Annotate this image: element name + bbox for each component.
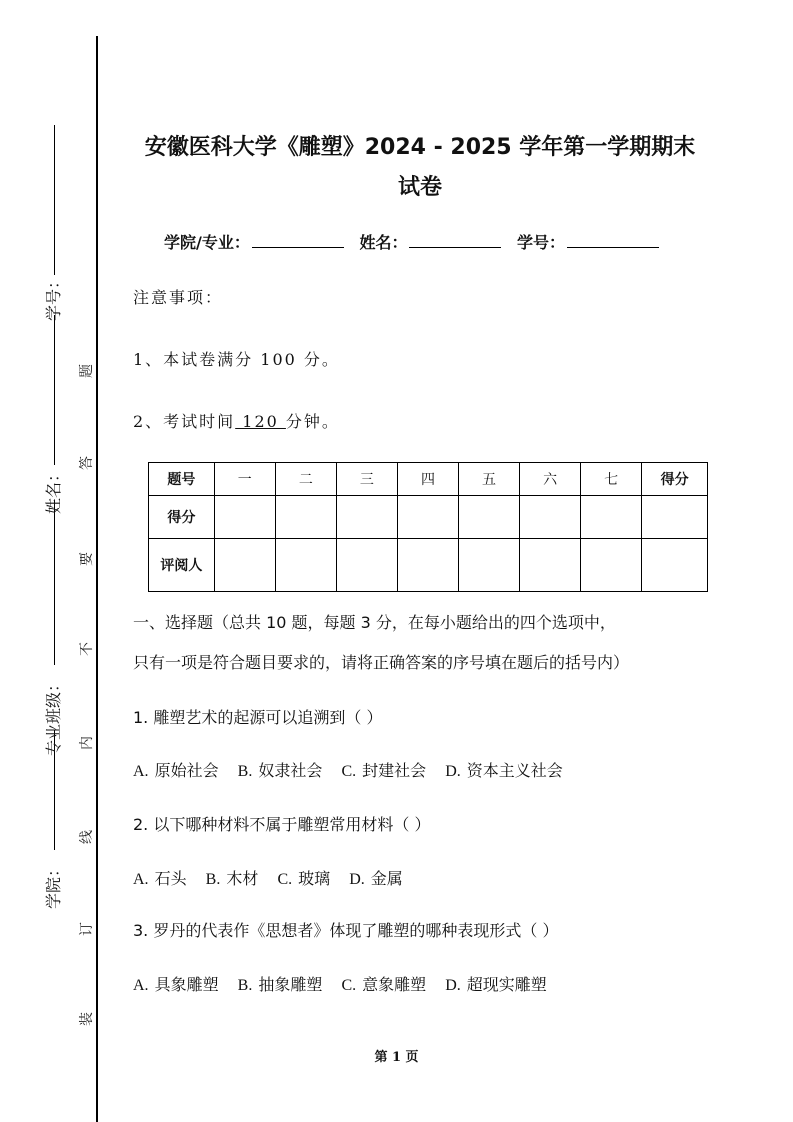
college-label: 学院： [44, 860, 63, 909]
name-label: 姓名： [359, 233, 408, 252]
reviewer-cell[interactable] [581, 539, 642, 592]
header-cell: 得分 [642, 463, 708, 496]
seal-char: 不 [79, 642, 95, 656]
question-3: 3. 罗丹的代表作《思想者》体现了雕塑的哪种表现形式（ ） [133, 921, 559, 940]
student-id-label: 学号： [44, 272, 63, 321]
option-c[interactable]: C. 玻璃 [277, 869, 331, 888]
college-major-blank[interactable] [252, 233, 344, 248]
student-id-label: 学号： [517, 233, 566, 252]
option-c[interactable]: C. 意象雕塑 [341, 975, 427, 994]
question-1-options [133, 758, 577, 781]
student-id-blank[interactable] [567, 233, 659, 248]
note-item-2-suffix: 分钟。 [285, 412, 340, 431]
notes-heading: 注意事项： [133, 288, 224, 307]
seal-char: 内 [79, 736, 95, 750]
header-cell: 五 [459, 463, 520, 496]
header-cell: 题号 [149, 463, 215, 496]
section-1-intro-line-2: 只有一项是符合题目要求的，请将正确答案的序号填在题后的括号内） [133, 653, 630, 672]
major-class-label: 专业班级： [44, 675, 63, 756]
major-class-fill-line[interactable] [54, 500, 55, 665]
option-b[interactable]: B. 抽象雕塑 [237, 975, 323, 994]
seal-char: 线 [79, 830, 95, 844]
college-major-label: 学院/专业： [164, 233, 250, 252]
reviewer-cell[interactable] [642, 539, 708, 592]
option-d[interactable]: D. 超现实雕塑 [445, 975, 547, 994]
reviewer-cell[interactable] [520, 539, 581, 592]
score-cell[interactable] [275, 496, 336, 539]
question-2: 2. 以下哪种材料不属于雕塑常用材料（ ） [133, 815, 431, 834]
binding-line [96, 36, 98, 1122]
section-1-intro-line-1: 一、选择题（总共 10 题，每题 3 分，在每小题给出的四个选项中， [133, 613, 616, 632]
score-cell[interactable] [520, 496, 581, 539]
score-cell[interactable] [214, 496, 275, 539]
option-a[interactable]: A. 原始社会 [133, 761, 219, 780]
note-item-2-prefix: 2、考试时间 [133, 412, 236, 431]
reviewer-cell[interactable] [336, 539, 397, 592]
row-label: 评阅人 [149, 539, 215, 592]
note-item-1: 1、本试卷满分 100 分。 [133, 350, 340, 369]
question-3-options [133, 972, 561, 995]
option-a[interactable]: A. 具象雕塑 [133, 975, 219, 994]
seal-char: 装 [79, 1012, 95, 1026]
header-cell: 一 [214, 463, 275, 496]
student-info-line [164, 230, 669, 253]
seal-char: 要 [79, 552, 95, 566]
reviewer-cell[interactable] [214, 539, 275, 592]
header-cell: 三 [336, 463, 397, 496]
option-d[interactable]: D. 金属 [349, 869, 403, 888]
row-label: 得分 [149, 496, 215, 539]
name-label: 姓名： [44, 465, 63, 514]
header-cell: 四 [397, 463, 458, 496]
student-id-fill-line[interactable] [54, 125, 55, 275]
seal-char: 答 [79, 456, 95, 470]
name-blank[interactable] [409, 233, 501, 248]
page-number: 第 1 页 [374, 1050, 419, 1065]
exam-duration-value: 120 [235, 412, 286, 431]
option-c[interactable]: C. 封建社会 [341, 761, 427, 780]
score-cell[interactable] [642, 496, 708, 539]
reviewer-cell[interactable] [459, 539, 520, 592]
header-cell: 二 [275, 463, 336, 496]
option-b[interactable]: B. 奴隶社会 [237, 761, 323, 780]
reviewer-cell[interactable] [397, 539, 458, 592]
question-2-options [133, 866, 417, 889]
seal-char: 题 [79, 364, 95, 378]
reviewer-cell[interactable] [275, 539, 336, 592]
option-b[interactable]: B. 木材 [205, 869, 259, 888]
score-cell[interactable] [397, 496, 458, 539]
score-table-header-row [149, 463, 708, 496]
score-table [148, 462, 708, 592]
title-line-1: 安徽医科大学《雕塑》2024 - 2025 学年第一学期期末 [144, 135, 696, 160]
note-item-2 [133, 409, 340, 432]
score-cell[interactable] [336, 496, 397, 539]
reviewer-row [149, 539, 708, 592]
score-row [149, 496, 708, 539]
exam-title [120, 128, 720, 208]
name-fill-line[interactable] [54, 315, 55, 465]
score-cell[interactable] [459, 496, 520, 539]
question-1: 1. 雕塑艺术的起源可以追溯到（ ） [133, 708, 383, 727]
header-cell: 七 [581, 463, 642, 496]
seal-char: 订 [79, 922, 95, 936]
option-a[interactable]: A. 石头 [133, 869, 187, 888]
score-cell[interactable] [581, 496, 642, 539]
title-line-2: 试卷 [397, 175, 442, 200]
header-cell: 六 [520, 463, 581, 496]
option-d[interactable]: D. 资本主义社会 [445, 761, 563, 780]
